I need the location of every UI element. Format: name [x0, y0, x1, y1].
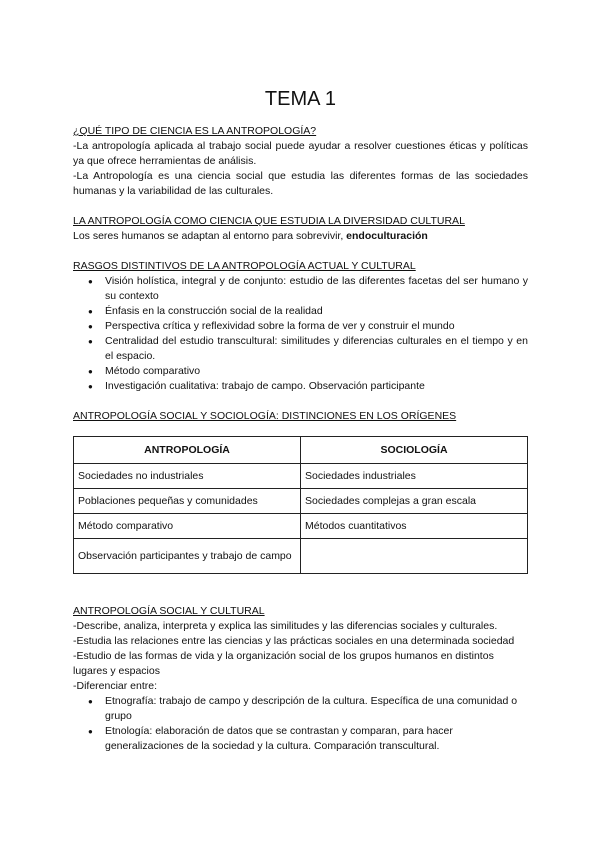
- paragraph: -Estudio de las formas de vida y la organización social de los grupos humanos en distintos lugares y espacios: [73, 650, 494, 677]
- list-item: ● Énfasis en la construcción social de la realidad: [105, 304, 528, 319]
- list-item: ● Etnografía: trabajo de campo y descripción de la cultura. Específica de una comunidad o grupo: [105, 694, 528, 724]
- table-cell: Observación participantes y trabajo de campo: [74, 539, 301, 574]
- paragraph: [73, 229, 528, 244]
- section-heading: ANTROPOLOGÍA SOCIAL Y CULTURAL: [73, 605, 265, 617]
- paragraph: -Diferenciar entre:: [73, 680, 158, 692]
- table-header-row: [74, 437, 528, 464]
- document-page: [73, 88, 528, 754]
- table-row: [74, 539, 528, 574]
- comparison-table: [73, 436, 528, 574]
- section-heading: LA ANTROPOLOGÍA COMO CIENCIA QUE ESTUDIA LA DIVERSIDAD CULTURAL: [73, 215, 465, 227]
- table-cell: Métodos cuantitativos: [301, 514, 528, 539]
- table-cell: Sociedades no industriales: [74, 464, 301, 489]
- table-cell: Sociedades industriales: [301, 464, 528, 489]
- column-header: SOCIOLOGÍA: [301, 437, 528, 464]
- section-heading: ANTROPOLOGÍA SOCIAL Y SOCIOLOGÍA: DISTINCIONES EN LOS ORÍGENES: [73, 410, 457, 422]
- section-heading: ¿QUÉ TIPO DE CIENCIA ES LA ANTROPOLOGÍA?: [73, 125, 317, 137]
- paragraph: -Estudia las relaciones entre las ciencias y las prácticas sociales en una determinada sociedad: [73, 635, 515, 647]
- table-cell: Sociedades complejas a gran escala: [301, 489, 528, 514]
- paragraph: -La Antropología es una ciencia social que estudia las diferentes formas de las sociedades humanas y la variabilidad de las culturales.: [73, 170, 528, 197]
- list-item: ● Perspectiva crítica y reflexividad sobre la forma de ver y construir el mundo: [105, 319, 528, 334]
- table-cell: Método comparativo: [74, 514, 301, 539]
- bullet-list: [73, 274, 528, 394]
- list-item: ● Centralidad del estudio transcultural: similitudes y diferencias culturales en el tiempo y en el espacio.: [105, 334, 528, 364]
- table-row: [74, 514, 528, 539]
- paragraph-text: Los seres humanos se adaptan al entorno para sobrevivir,: [73, 230, 344, 242]
- table-cell: [301, 539, 528, 574]
- table-row: [74, 464, 528, 489]
- column-header: ANTROPOLOGÍA: [74, 437, 301, 464]
- list-item: ● Investigación cualitativa: trabajo de campo. Observación participante: [105, 379, 528, 394]
- bullet-list: [73, 694, 528, 754]
- paragraph: -Describe, analiza, interpreta y explica las similitudes y las diferencias sociales y culturales.: [73, 620, 498, 632]
- list-item: ● Etnología: elaboración de datos que se contrastan y comparan, para hacer generalizaciones de la sociedad y la cultura. Comparación transcultural.: [105, 724, 528, 754]
- section-heading: RASGOS DISTINTIVOS DE LA ANTROPOLOGÍA ACTUAL Y CULTURAL: [73, 260, 416, 272]
- list-item: ● Visión holística, integral y de conjunto: estudio de las diferentes facetas del ser humano y su contexto: [105, 274, 528, 304]
- paragraph: -La antropología aplicada al trabajo social puede ayudar a resolver cuestiones éticas y políticas ya que ofrece herramientas de análisis.: [73, 140, 528, 167]
- page-title: TEMA 1: [264, 88, 337, 110]
- bold-term: endoculturación: [346, 230, 428, 242]
- list-item: ● Método comparativo: [105, 364, 528, 379]
- table-row: [74, 489, 528, 514]
- table-cell: Poblaciones pequeñas y comunidades: [74, 489, 301, 514]
